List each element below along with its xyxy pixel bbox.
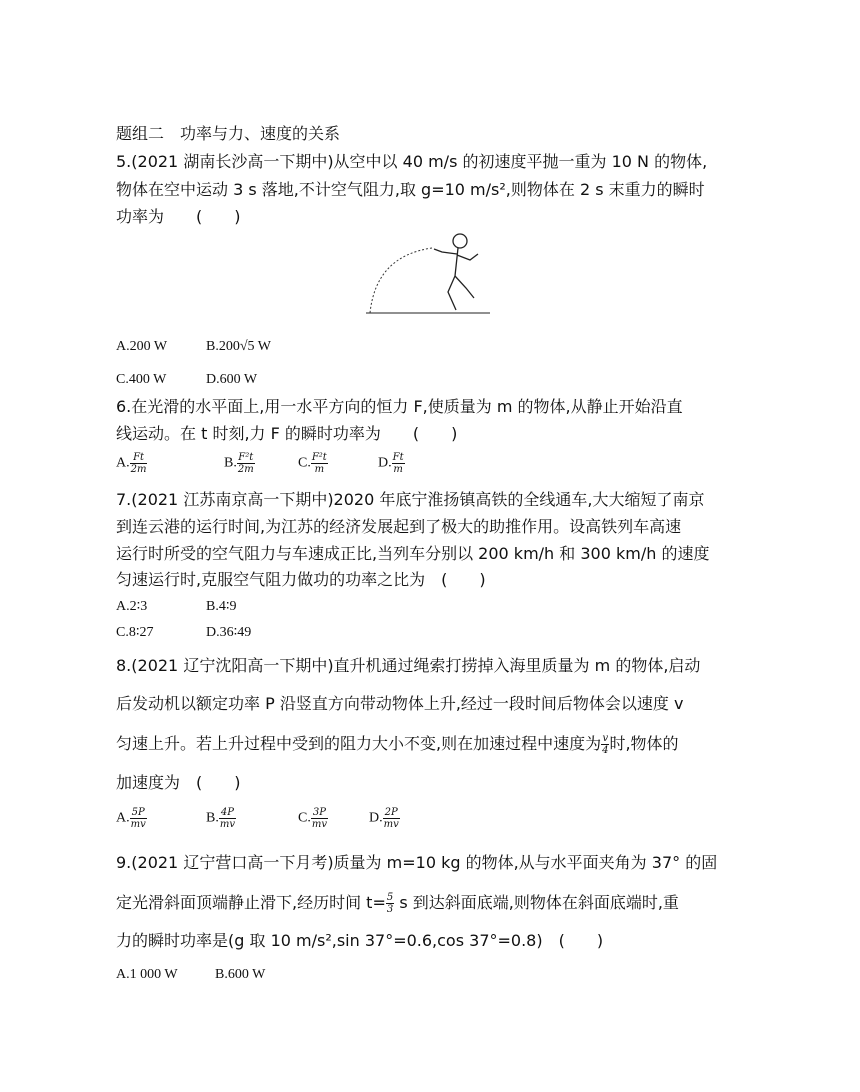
q6-option-a bbox=[116, 452, 147, 475]
q8-line-3-end: 时,物体的 bbox=[609, 734, 679, 753]
q8-option-b-prefix: B. bbox=[206, 810, 219, 826]
q7-option-a: A.2∶3 bbox=[116, 599, 148, 614]
q7-line-1: 7.(2021 江苏南京高一下期中)2020 年底宁淮扬镇高铁的全线通车,大大缩短了南京 bbox=[116, 490, 705, 509]
q6-option-a-prefix: A. bbox=[116, 455, 130, 471]
q9-option-b: B.600 W bbox=[215, 967, 266, 982]
q8-option-a-denominator: mv bbox=[130, 819, 146, 830]
q8-option-b-numerator: 4P bbox=[219, 807, 236, 819]
q8-option-d-denominator: mv bbox=[383, 819, 399, 830]
q6-line-2: 线运动。在 t 时刻,力 F 的瞬时功率为 ( ) bbox=[116, 424, 458, 443]
q7-line-2: 到连云港的运行时间,为江苏的经济发展起到了极大的助推作用。设高铁列车高速 bbox=[116, 517, 682, 536]
q5-option-c: C.400 W bbox=[116, 372, 167, 387]
q9-line-2-start: 定光滑斜面顶端静止滑下,经历时间 t= bbox=[116, 893, 386, 912]
head bbox=[453, 234, 467, 248]
q9-line-3: 力的瞬时功率是(g 取 10 m/s²,sin 37°=0.6,cos 37°=0.8) ( ) bbox=[116, 931, 604, 950]
trajectory-dashed bbox=[370, 248, 432, 313]
q7-option-b: B.4∶9 bbox=[206, 599, 237, 614]
q6-option-c bbox=[298, 452, 328, 475]
q9-time-numerator: 5 bbox=[386, 892, 394, 903]
q5-option-d: D.600 W bbox=[206, 372, 258, 387]
q8-line-4: 加速度为 ( ) bbox=[116, 773, 241, 792]
q8-line-2: 后发动机以额定功率 P 沿竖直方向带动物体上升,经过一段时间后物体会以速度 v bbox=[116, 694, 684, 713]
q9-option-a: A.1 000 W bbox=[116, 967, 178, 982]
q5-option-b: B.200√5 W bbox=[206, 339, 271, 354]
section-title: 题组二 功率与力、速度的关系 bbox=[116, 124, 341, 143]
q6-option-c-denominator: m bbox=[314, 464, 325, 475]
q7-option-c: C.8∶27 bbox=[116, 625, 154, 640]
q8-option-d bbox=[369, 807, 400, 830]
q8-option-d-prefix: D. bbox=[369, 810, 383, 826]
q8-option-d-numerator: 2P bbox=[383, 807, 400, 819]
q8-option-a-numerator: 5P bbox=[130, 807, 147, 819]
q7-line-4: 匀速运行时,克服空气阻力做功的功率之比为 ( ) bbox=[116, 570, 486, 589]
q5-line-2: 物体在空中运动 3 s 落地,不计空气阻力,取 g=10 m/s²,则物体在 2 s 末重力的瞬时 bbox=[116, 180, 705, 199]
back-leg bbox=[455, 276, 474, 298]
q8-velocity-denominator: 4 bbox=[602, 745, 609, 756]
q8-option-a-fraction bbox=[130, 807, 147, 830]
q6-option-b-numerator: F²t bbox=[238, 452, 254, 463]
q9-line-2-end: s 到达斜面底端,则物体在斜面底端时,重 bbox=[394, 893, 679, 912]
q5-line-1: 5.(2021 湖南长沙高一下期中)从空中以 40 m/s 的初速度平抛一重为 10 N 的物体, bbox=[116, 152, 708, 171]
q9-line-1: 9.(2021 辽宁营口高一下月考)质量为 m=10 kg 的物体,从与水平面夹角为 37° 的固 bbox=[116, 853, 718, 872]
q5-line-3: 功率为 ( ) bbox=[116, 207, 241, 226]
q6-option-d-fraction bbox=[392, 452, 405, 475]
torso bbox=[455, 248, 458, 276]
q6-option-b-denominator: 2m bbox=[237, 464, 254, 475]
q6-option-b-prefix: B. bbox=[224, 455, 237, 471]
q6-option-d-denominator: m bbox=[393, 464, 403, 475]
q8-option-b-denominator: mv bbox=[219, 819, 235, 830]
q7-option-d: D.36∶49 bbox=[206, 625, 252, 640]
q6-option-c-numerator: F²t bbox=[311, 452, 327, 463]
q8-option-b-fraction bbox=[219, 807, 236, 830]
q6-line-1: 6.在光滑的水平面上,用一水平方向的恒力 F,使质量为 m 的物体,从静止开始沿直 bbox=[116, 397, 683, 416]
q6-option-b-fraction bbox=[237, 452, 255, 475]
q8-velocity-numerator: v bbox=[602, 733, 609, 744]
q6-option-c-prefix: C. bbox=[298, 455, 311, 471]
q6-option-a-fraction bbox=[130, 452, 148, 475]
q9-time-fraction bbox=[386, 892, 394, 915]
back-arm bbox=[457, 254, 478, 260]
q6-option-a-numerator: Ft bbox=[130, 452, 148, 464]
q8-option-c bbox=[298, 807, 328, 830]
q6-option-b bbox=[224, 452, 255, 475]
throwing-arm bbox=[434, 249, 457, 254]
q9-line-2 bbox=[116, 892, 679, 915]
q8-option-c-prefix: C. bbox=[298, 810, 311, 826]
q6-option-c-fraction bbox=[311, 452, 328, 475]
q7-line-3: 运行时所受的空气阻力与车速成正比,当列车分别以 200 km/h 和 300 km/h 的速度 bbox=[116, 544, 710, 563]
q8-option-d-fraction bbox=[383, 807, 400, 830]
q8-option-a-prefix: A. bbox=[116, 810, 130, 826]
q6-option-d-numerator: Ft bbox=[392, 452, 404, 463]
q8-option-c-numerator: 3P bbox=[311, 807, 328, 819]
q9-time-denominator: 3 bbox=[386, 904, 394, 915]
q8-line-3 bbox=[116, 733, 679, 756]
q5-option-a: A.200 W bbox=[116, 339, 168, 354]
q8-option-a bbox=[116, 807, 147, 830]
q6-option-d-prefix: D. bbox=[378, 455, 392, 471]
projectile-figure bbox=[362, 230, 492, 318]
q8-option-b bbox=[206, 807, 236, 830]
q8-option-c-fraction bbox=[311, 807, 328, 830]
q8-option-c-denominator: mv bbox=[311, 819, 327, 830]
q6-option-d bbox=[378, 452, 405, 475]
q8-line-1: 8.(2021 辽宁沈阳高一下期中)直升机通过绳索打捞掉入海里质量为 m 的物体,启动 bbox=[116, 656, 701, 675]
q6-option-a-denominator: 2m bbox=[130, 464, 147, 475]
front-leg bbox=[448, 276, 456, 310]
q8-line-3-start: 匀速上升。若上升过程中受到的阻力大小不变,则在加速过程中速度为 bbox=[116, 734, 602, 753]
